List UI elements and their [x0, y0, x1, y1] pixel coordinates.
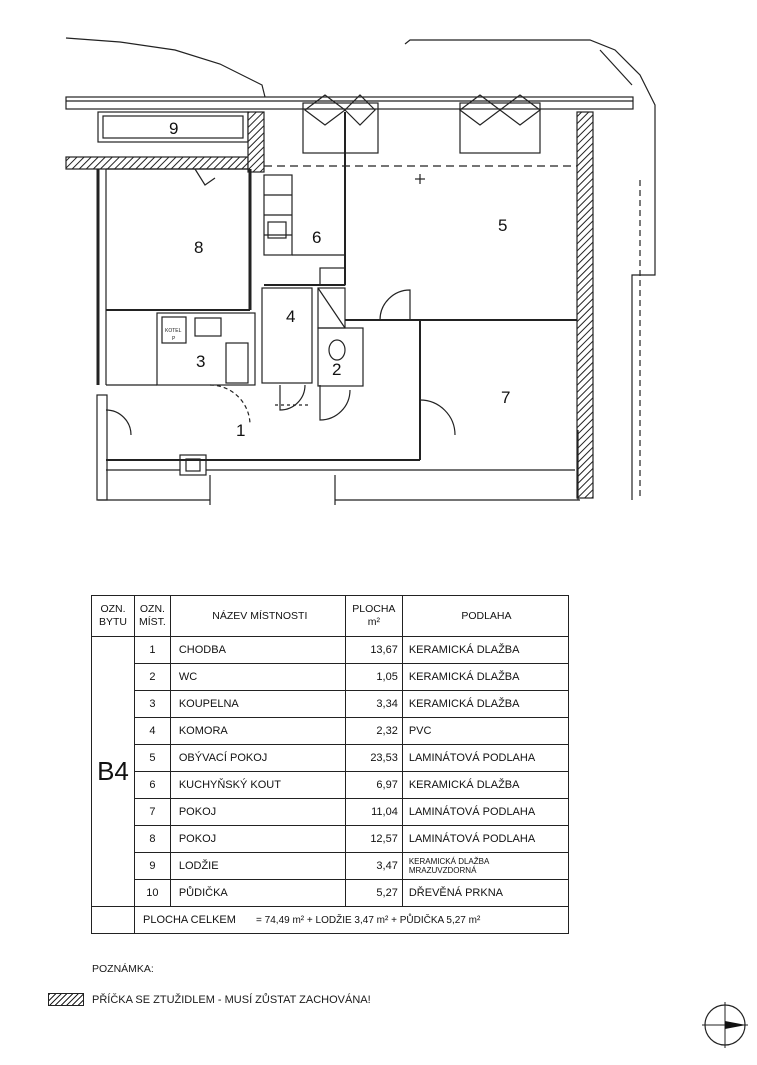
room-num: 2: [135, 664, 171, 691]
room-num: 4: [135, 718, 171, 745]
table-row: [92, 745, 569, 772]
room-floor: LAMINÁTOVÁ PODLAHA: [402, 799, 568, 826]
table-row: [92, 799, 569, 826]
room-floor: KERAMICKÁ DLAŽBA: [402, 637, 568, 664]
legend-text: PŘÍČKA SE ZTUŽIDLEM - MUSÍ ZŮSTAT ZACHOVÁNA!: [92, 993, 371, 1006]
note-label: POZNÁMKA:: [92, 963, 154, 975]
room-label-4: 4: [286, 307, 296, 326]
room-num: 3: [135, 691, 171, 718]
table-row: [92, 880, 569, 907]
room-floor: LAMINÁTOVÁ PODLAHA: [402, 745, 568, 772]
header-podlaha: PODLAHA: [402, 596, 568, 637]
total-empty-cell: [92, 907, 135, 934]
room-name: WC: [170, 664, 345, 691]
table-header-row: [92, 596, 569, 637]
room-floor-line2: MRAZUVZDORNÁ: [408, 866, 477, 875]
room-floor: PVC: [402, 718, 568, 745]
room-area: 3,34: [345, 691, 402, 718]
boiler-sublabel: P: [172, 336, 176, 342]
room-num: 10: [135, 880, 171, 907]
header-plocha: PLOCHA m²: [345, 596, 402, 637]
unit-code: B4: [92, 637, 135, 907]
room-num: 8: [135, 826, 171, 853]
table-row: [92, 772, 569, 799]
room-num: 9: [135, 853, 171, 880]
header-ozn-bytu: OZN. BYTU: [92, 596, 135, 637]
room-area: 3,47: [345, 853, 402, 880]
room-area: 6,97: [345, 772, 402, 799]
room-label-2: 2: [332, 360, 342, 379]
header-ozn-mist: OZN. MÍST.: [135, 596, 171, 637]
room-name: KUCHYŇSKÝ KOUT: [170, 772, 345, 799]
room-label-3: 3: [196, 352, 206, 371]
room-floor: KERAMICKÁ DLAŽBA: [402, 691, 568, 718]
legend: [48, 993, 371, 1006]
room-label-6: 6: [312, 228, 322, 247]
room-area: 1,05: [345, 664, 402, 691]
total-label: PLOCHA CELKEM: [143, 914, 236, 926]
room-num: 7: [135, 799, 171, 826]
room-num: 5: [135, 745, 171, 772]
room-name: OBÝVACÍ POKOJ: [170, 745, 345, 772]
room-num: 6: [135, 772, 171, 799]
room-name: PŮDIČKA: [170, 880, 345, 907]
room-floor: DŘEVĚNÁ PRKNA: [402, 880, 568, 907]
room-area: 11,04: [345, 799, 402, 826]
room-floor-line1: KERAMICKÁ DLAŽBA: [408, 857, 490, 866]
room-name: KOUPELNA: [170, 691, 345, 718]
table-row: [92, 853, 569, 880]
room-floor: KERAMICKÁ DLAŽBA: [402, 772, 568, 799]
room-name: LODŽIE: [170, 853, 345, 880]
table-row: [92, 691, 569, 718]
room-area: 23,53: [345, 745, 402, 772]
total-value: = 74,49 m² + LODŽIE 3,47 m² + PŮDIČKA 5,27 m²: [256, 915, 481, 926]
room-name: CHODBA: [170, 637, 345, 664]
room-area: 2,32: [345, 718, 402, 745]
room-area: 5,27: [345, 880, 402, 907]
room-name: POKOJ: [170, 799, 345, 826]
room-area: 12,57: [345, 826, 402, 853]
room-label-9: 9: [169, 119, 179, 138]
total-row: [92, 907, 569, 934]
room-floor: LAMINÁTOVÁ PODLAHA: [402, 826, 568, 853]
table-row: [92, 826, 569, 853]
header-nazev: NÁZEV MÍSTNOSTI: [170, 596, 345, 637]
room-label-1: 1: [236, 421, 246, 440]
room-area: 13,67: [345, 637, 402, 664]
room-num: 1: [135, 637, 171, 664]
room-label-8: 8: [194, 238, 204, 257]
room-label-7: 7: [501, 388, 511, 407]
north-arrow-icon: [700, 1000, 750, 1050]
hatch-swatch-icon: [48, 993, 84, 1006]
room-name: POKOJ: [170, 826, 345, 853]
table-row: [92, 637, 569, 664]
room-name: KOMORA: [170, 718, 345, 745]
room-table: [91, 595, 569, 934]
floor-plan: [0, 0, 757, 520]
table-row: [92, 718, 569, 745]
room-floor: [402, 853, 568, 880]
total-cell: [135, 907, 569, 934]
boiler-label: KOTEL: [165, 328, 182, 334]
table-row: [92, 664, 569, 691]
room-label-5: 5: [498, 216, 508, 235]
room-floor: KERAMICKÁ DLAŽBA: [402, 664, 568, 691]
